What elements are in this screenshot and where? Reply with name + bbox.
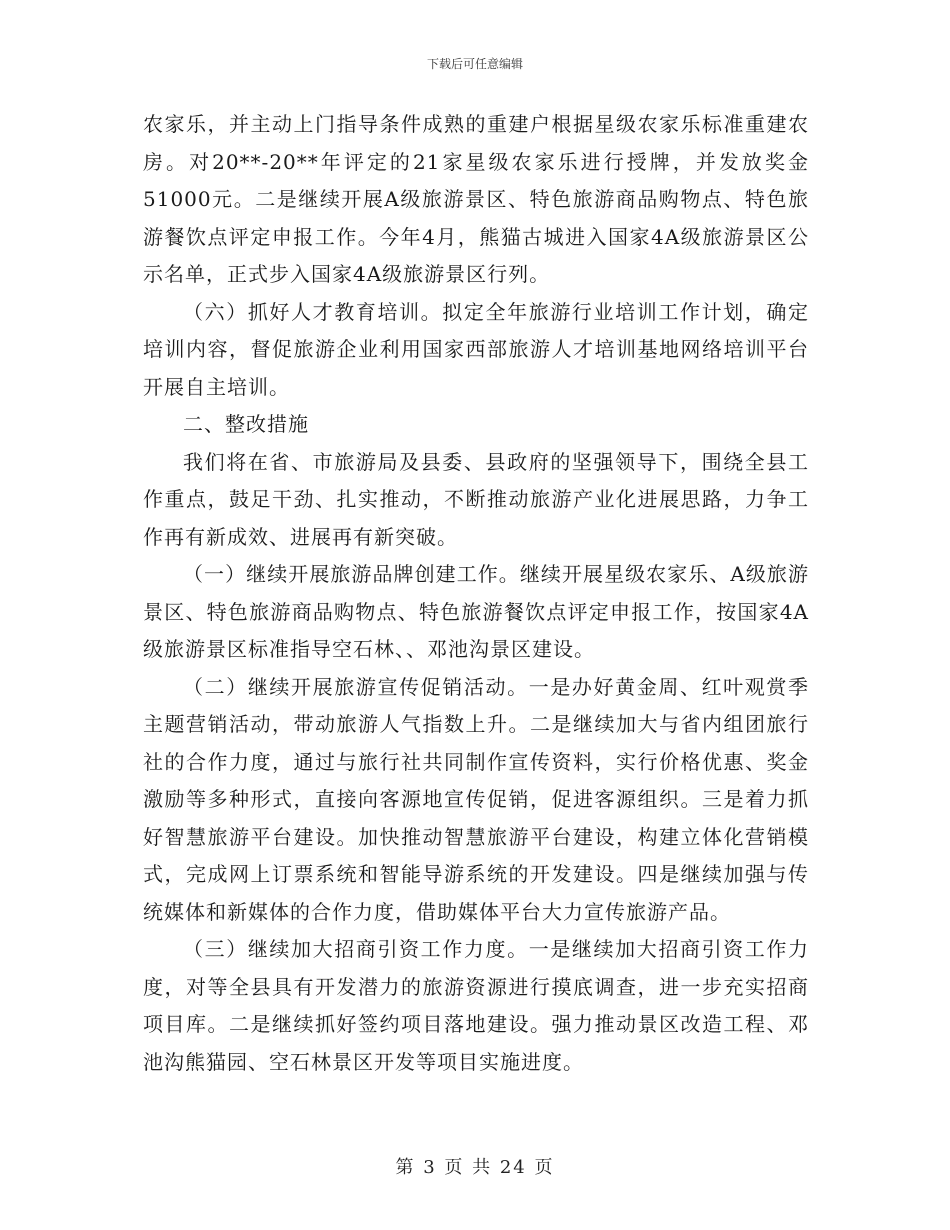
paragraph-brand-creation: （一）继续开展旅游品牌创建工作。继续开展星级农家乐、A级旅游景区、特色旅游商品购物点、特色旅游餐饮点评定申报工作，按国家4A级旅游景区标准指导空石林、、邓池沟景区建设。 [143, 562, 809, 661]
paragraph-intro: 我们将在省、市旅游局及县委、县政府的坚强领导下，围绕全县工作重点，鼓足干劲、扎实推动，不断推动旅游产业化进展思路，力争工作再有新成效、进展再有新突破。 [143, 449, 809, 549]
paragraph-investment: （三）继续加大招商引资工作力度。一是继续加大招商引资工作力度，对等全县具有开发潜力的旅游资源进行摸底调查，进一步充实招商项目库。二是继续抓好签约项目落地建设。强力推动景区改造工程、邓池沟熊猫园、空石林景区开发等项目实施进度。 [143, 937, 809, 1074]
section-heading-rectification: 二、整改措施 [183, 412, 309, 436]
paragraph-continuation: 农家乐，并主动上门指导条件成熟的重建户根据星级农家乐标准重建农房。对20**-20**年评定的21家星级农家乐进行授牌，并发放奖金51000元。二是继续开展A级旅游景区、特色旅游商品购物点、特色旅游餐饮点评定申报工作。今年4月，熊猫古城进入国家4A级旅游景区公示名单，正式步入国家4A级旅游景区行列。 [143, 112, 809, 286]
paragraph-promotion: （二）继续开展旅游宣传促销活动。一是办好黄金周、红叶观赏季主题营销活动，带动旅游人气指数上升。二是继续加大与省内组团旅行社的合作力度，通过与旅行社共同制作宣传资料，实行价格优惠、奖金激励等多种形式，直接向客源地宣传促销，促进客源组织。三是着力抓好智慧旅游平台建设。加快推动智慧旅游平台建设，构建立体化营销模式，完成网上订票系统和智能导游系统的开发建设。四是继续加强与传统媒体和新媒体的合作力度，借助媒体平台大力宣传旅游产品。 [143, 674, 809, 924]
document-body [143, 106, 809, 1081]
paragraph-talent-training: （六）抓好人才教育培训。拟定全年旅游行业培训工作计划，确定培训内容，督促旅游企业利用国家西部旅游人才培训基地网络培训平台开展自主培训。 [143, 299, 809, 399]
page-number-footer: 第 3 页 共 24 页 [395, 1157, 555, 1178]
header-note: 下载后可任意编辑 [426, 57, 523, 71]
